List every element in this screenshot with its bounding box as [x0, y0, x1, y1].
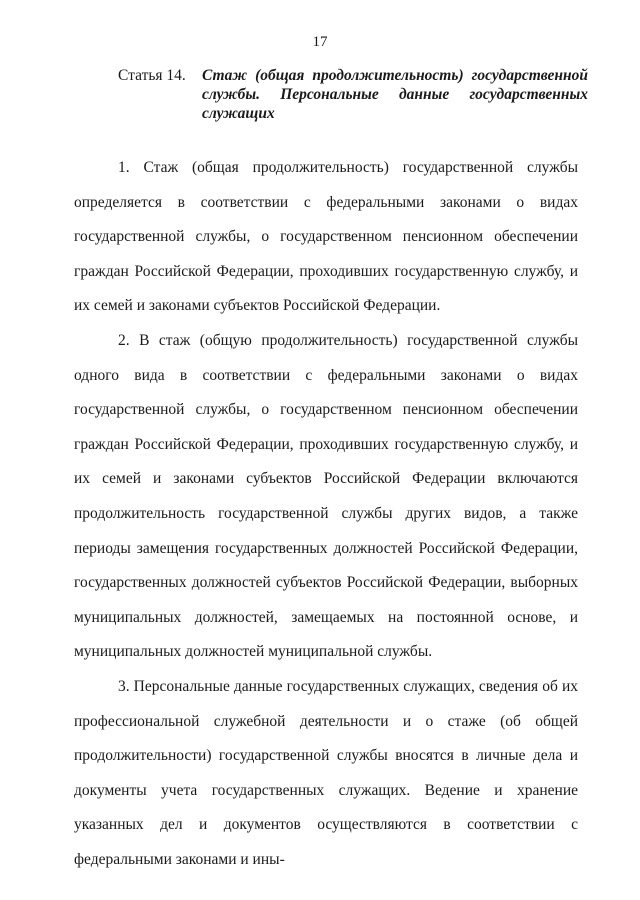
article-heading [118, 66, 588, 123]
article-title: Стаж (общая продолжительность) государственной службы. Персональные данные государственных служащих [202, 67, 588, 122]
paragraph-2: 2. В стаж (общую продолжительность) государственной службы одного вида в соответствии с федеральными законами о видах государственной службы, о государственном пенсионном обеспечении граждан Российской Федерации, проходивших государственную службу, и их семей и законами субъектов Российской Федерации включаются продолжительность государственной службы других видов, а также периоды замещения государственных должностей Российской Федерации, государственных должностей субъектов Российской Федерации, выборных муниципальных должностей, замещаемых на постоянной основе, и муниципальных должностей муниципальной службы. [74, 331, 578, 661]
article-label: Статья 14. [118, 67, 186, 84]
article-body [74, 151, 578, 877]
paragraph-3: 3. Персональные данные государственных служащих, сведения об их профессиональной служебной деятельности и о стаже (об общей продолжительности) государственной службы вносятся в личные дела и документы учета государственных служащих. Ведение и хранение указанных дел и документов осуществляются в соответствии с федеральными законами и ины- [74, 677, 578, 868]
paragraph-1: 1. Стаж (общая продолжительность) государственной службы определяется в соответствии с федеральными законами о видах государственной службы, о государственном пенсионном обеспечении граждан Российской Федерации, проходивших государственную службу, и их семей и законами субъектов Российской Федерации. [74, 159, 578, 315]
page-number: 17 [312, 34, 328, 50]
